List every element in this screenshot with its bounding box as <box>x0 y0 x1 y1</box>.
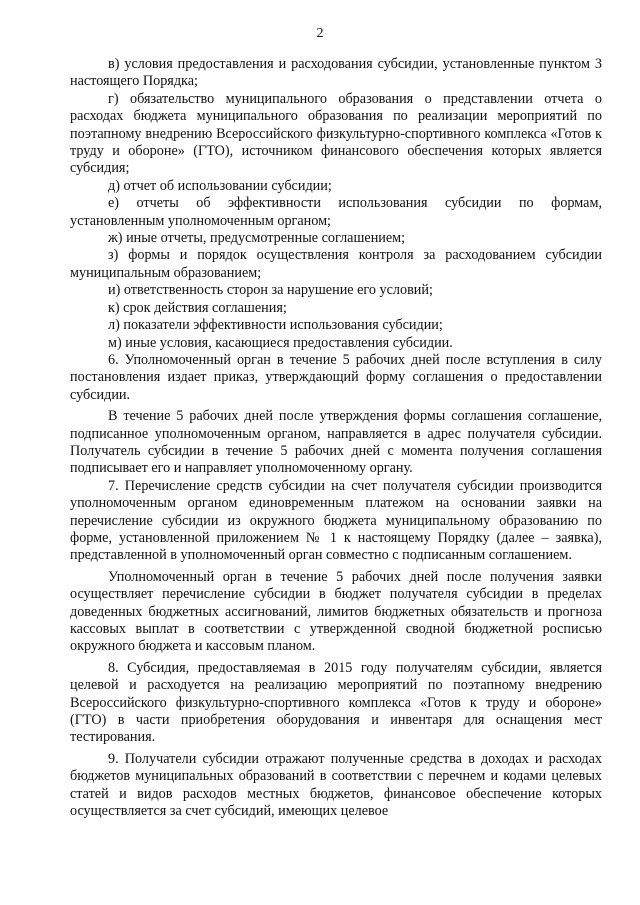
paragraph-clause-6-continued: В течение 5 рабочих дней после утверждения формы соглашения соглашение, подписанное уполномоченным органом, направляется в адрес получателя субсидии. Получатель субсидии в течение 5 рабочих дней с момента получения соглашения подписывает его и направляет уполномоченному органу. <box>70 408 602 477</box>
paragraph-item-e: е) отчеты об эффективности использования субсидии по формам, установленным уполномоченным органом; <box>70 195 602 229</box>
paragraph-item-zh: ж) иные отчеты, предусмотренные соглашением; <box>108 230 406 247</box>
document-body <box>70 56 602 820</box>
paragraph-clause-7-continued: Уполномоченный орган в течение 5 рабочих дней после получения заявки осуществляет перечисление субсидии в бюджет получателя субсидии в пределах доведенных бюджетных ассигнований, лимитов бюджетных обязательств и прогноза кассовых выплат в соответствии с утвержденной сводной бюджетной росписью окружного бюджета и кассовым планом. <box>70 568 602 655</box>
paragraph-clause-9: 9. Получатели субсидии отражают полученные средства в доходах и расходах бюджетов муниципальных образований в соответствии с перечнем и кодами целевых статей и видов расходов местных бюджетов, финансовое обеспечение которых осуществляется за счет субсидий, имеющих целевое <box>70 750 602 820</box>
paragraph-item-m: м) иные условия, касающиеся предоставления субсидии. <box>108 334 453 351</box>
paragraph-clause-6: 6. Уполномоченный орган в течение 5 рабочих дней после вступления в силу постановления издает приказ, утверждающий форму соглашения о предоставлении субсидии. <box>70 351 602 403</box>
paragraph-item-i: и) ответственность сторон за нарушение его условий; <box>108 282 433 299</box>
paragraph-clause-7: 7. Перечисление средств субсидии на счет получателя субсидии производится уполномоченным органом единовременным платежом на основании заявки на перечисление субсидии из окружного бюджета муниципальному образованию по форме, установленной приложением № 1 к настоящему Порядку (далее – заявка), представленной в уполномоченный орган совместно с подписанным соглашением. <box>70 477 602 564</box>
page-number: 2 <box>316 26 324 41</box>
paragraph-item-v: в) условия предоставления и расходования субсидии, установленные пунктом 3 настоящего Порядка; <box>70 56 602 90</box>
paragraph-item-k: к) срок действия соглашения; <box>108 299 287 316</box>
paragraph-item-z: з) формы и порядок осуществления контроля за расходованием субсидии муниципальным образованием; <box>70 247 602 281</box>
paragraph-item-d: д) отчет об использовании субсидии; <box>108 177 332 194</box>
paragraph-item-l: л) показатели эффективности использования субсидии; <box>108 317 443 334</box>
paragraph-item-g: г) обязательство муниципального образования о представлении отчета о расходах бюджета муниципального образования по реализации мероприятий по поэтапному внедрению Всероссийского физкультурно-спортивного комплекса «Готов к труду и обороне» (ГТО), источником финансового обеспечения которых является субсидия; <box>70 90 602 177</box>
paragraph-clause-8: 8. Субсидия, предоставляемая в 2015 году получателям субсидии, является целевой и расходуется на реализацию мероприятий по поэтапному внедрению Всероссийского физкультурно-спортивного комплекса «Готов к труду и обороне» (ГТО) в части приобретения оборудования и инвентаря для оснащения мест тестирования. <box>70 659 602 746</box>
